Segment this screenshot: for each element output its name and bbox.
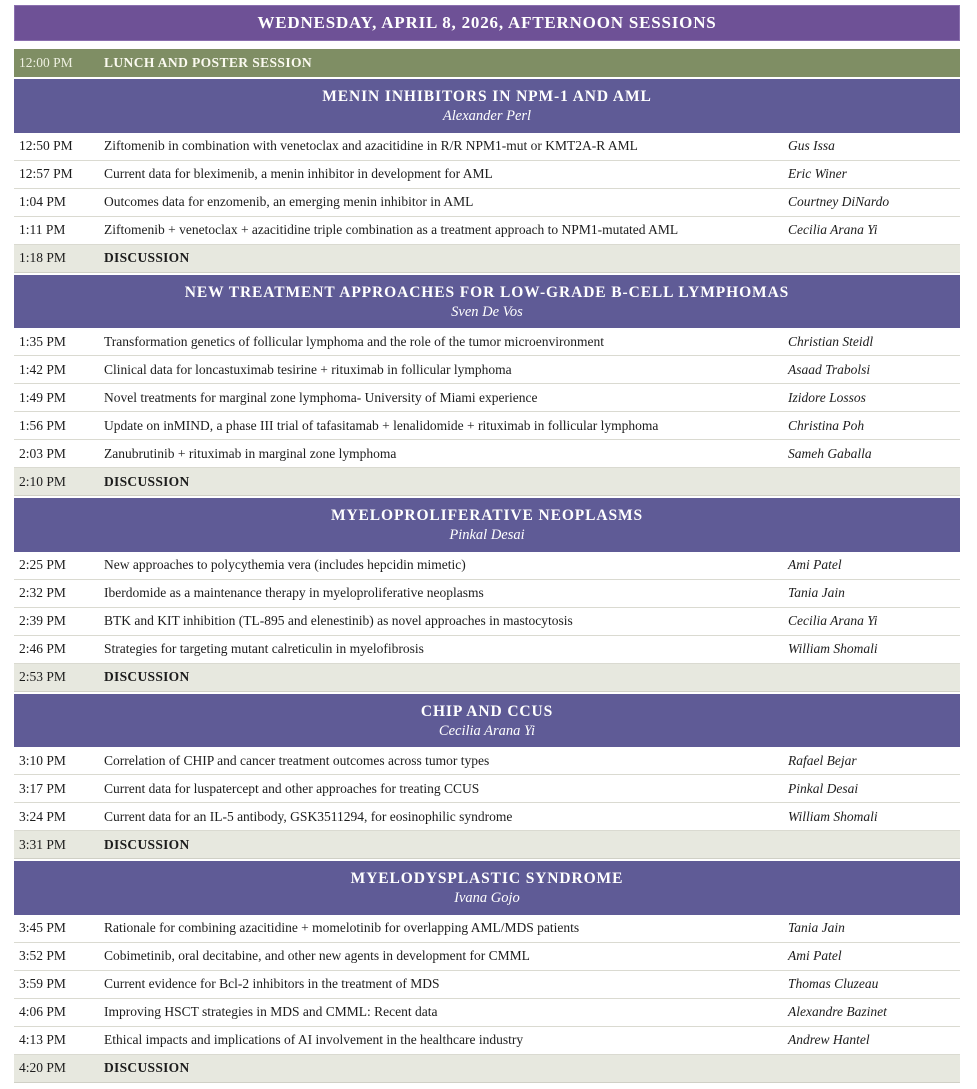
session-block <box>14 79 960 273</box>
talk-time: 12:57 PM <box>19 166 73 181</box>
talk-title: Improving HSCT strategies in MDS and CMML: Recent data <box>104 1004 438 1019</box>
talk-row <box>14 356 960 384</box>
session-header <box>14 694 960 748</box>
talk-speaker: Asaad Trabolsi <box>788 361 871 377</box>
talk-title: Current data for luspatercept and other approaches for treating CCUS <box>104 780 480 796</box>
talk-time: 1:11 PM <box>19 222 66 237</box>
session-talks <box>14 747 960 831</box>
talk-speaker: Ami Patel <box>788 557 842 572</box>
talk-row <box>14 803 960 831</box>
talk-title: BTK and KIT inhibition (TL-895 and elenestinib) as novel approaches in mastocytosis <box>104 613 573 628</box>
talk-title: Current data for an IL-5 antibody, GSK3511294, for eosinophilic syndrome <box>104 808 513 824</box>
talk-time: 3:52 PM <box>19 948 66 963</box>
talk-speaker: Christian Steidl <box>788 333 874 349</box>
talk-title: Current data for bleximenib, a menin inhibitor in development for AML <box>104 166 493 181</box>
talk-title: Ziftomenib in combination with venetoclax and azacitidine in R/R NPM1-mut or KMT2A-R AML <box>104 138 638 153</box>
talk-time: 1:56 PM <box>19 417 66 433</box>
talk-speaker: William Shomali <box>788 808 878 824</box>
session-title: CHIP AND CCUS <box>420 702 554 720</box>
session-header <box>14 79 960 133</box>
talk-speaker: Sameh Gaballa <box>788 445 872 461</box>
discussion-row <box>14 1055 960 1083</box>
session-chair: Ivana Gojo <box>454 890 520 907</box>
discussion-time: 3:31 PM <box>19 836 66 852</box>
talk-speaker: William Shomali <box>788 641 878 656</box>
talk-time: 12:50 PM <box>19 138 73 153</box>
day-title-banner <box>14 5 960 41</box>
talk-title: Clinical data for loncastuximab tesirine + rituximab in follicular lymphoma <box>104 361 512 377</box>
session-talks <box>14 133 960 245</box>
talk-title: Ziftomenib + venetoclax + azacitidine triple combination as a treatment approach to NPM1-mutated AML <box>104 222 679 237</box>
discussion-row <box>14 468 960 496</box>
talk-row <box>14 943 960 971</box>
discussion-row <box>14 831 960 859</box>
talk-speaker: Christina Poh <box>788 417 865 433</box>
sessions-list <box>14 79 960 1083</box>
talk-title: Transformation genetics of follicular lymphoma and the role of the tumor microenvironment <box>104 333 605 349</box>
talk-time: 4:06 PM <box>19 1004 66 1019</box>
discussion-time: 4:20 PM <box>19 1060 66 1075</box>
talk-title: New approaches to polycythemia vera (includes hepcidin mimetic) <box>104 557 466 572</box>
talk-row <box>14 412 960 440</box>
discussion-label: DISCUSSION <box>104 1060 190 1075</box>
talk-speaker: Thomas Cluzeau <box>788 976 879 991</box>
talk-time: 2:03 PM <box>19 445 66 461</box>
talk-row <box>14 971 960 999</box>
talk-speaker: Andrew Hantel <box>788 1032 870 1047</box>
session-talks <box>14 552 960 664</box>
session-header <box>14 498 960 552</box>
session-chair: Sven De Vos <box>451 303 523 320</box>
talk-speaker: Tania Jain <box>788 585 845 600</box>
talk-time: 3:24 PM <box>19 808 66 824</box>
discussion-time: 2:10 PM <box>19 473 66 489</box>
day-title: WEDNESDAY, APRIL 8, 2026, AFTERNOON SESSIONS <box>257 13 717 32</box>
talk-title: Outcomes data for enzomenib, an emerging menin inhibitor in AML <box>104 194 474 209</box>
session-title: MYELODYSPLASTIC SYNDROME <box>350 870 624 887</box>
talk-time: 1:04 PM <box>19 194 66 209</box>
discussion-row <box>14 664 960 692</box>
discussion-time: 2:53 PM <box>19 669 66 684</box>
session-header <box>14 861 960 915</box>
talk-row <box>14 384 960 412</box>
talk-speaker: Rafael Bejar <box>788 752 857 768</box>
lunch-label: LUNCH AND POSTER SESSION <box>104 55 313 70</box>
talk-speaker: Eric Winer <box>788 166 847 181</box>
talk-title: Correlation of CHIP and cancer treatment outcomes across tumor types <box>104 752 490 768</box>
talk-time: 4:13 PM <box>19 1032 66 1047</box>
talk-time: 2:46 PM <box>19 641 66 656</box>
talk-title: Cobimetinib, oral decitabine, and other new agents in development for CMML <box>104 948 530 963</box>
discussion-row <box>14 245 960 273</box>
talk-speaker: Tania Jain <box>788 920 845 935</box>
talk-speaker: Alexandre Bazinet <box>788 1004 887 1019</box>
talk-time: 2:25 PM <box>19 557 66 572</box>
talk-speaker: Cecilia Arana Yi <box>788 222 878 237</box>
session-talks <box>14 328 960 468</box>
session-talks <box>14 915 960 1055</box>
talk-time: 3:45 PM <box>19 920 66 935</box>
session-title: MENIN INHIBITORS IN NPM-1 AND AML <box>322 88 652 105</box>
talk-title: Zanubrutinib + rituximab in marginal zone lymphoma <box>104 445 397 461</box>
talk-row <box>14 161 960 189</box>
talk-row <box>14 133 960 161</box>
session-block <box>14 861 960 1083</box>
talk-time: 2:32 PM <box>19 585 66 600</box>
talk-speaker: Pinkal Desai <box>788 780 859 796</box>
talk-speaker: Courtney DiNardo <box>788 194 890 209</box>
talk-title: Iberdomide as a maintenance therapy in myeloproliferative neoplasms <box>104 585 484 600</box>
talk-title: Novel treatments for marginal zone lymphoma- University of Miami experience <box>104 389 538 405</box>
session-header <box>14 275 960 329</box>
session-block <box>14 498 960 692</box>
talk-row <box>14 328 960 356</box>
talk-time: 3:17 PM <box>19 780 66 796</box>
talk-time: 1:35 PM <box>19 333 66 349</box>
talk-row <box>14 747 960 775</box>
talk-title: Update on inMIND, a phase III trial of tafasitamab + lenalidomide + rituximab in follicular lymphoma <box>104 417 659 433</box>
talk-row <box>14 217 960 245</box>
talk-row <box>14 636 960 664</box>
lunch-time: 12:00 PM <box>19 55 73 70</box>
discussion-label: DISCUSSION <box>104 250 190 265</box>
talk-row <box>14 775 960 803</box>
session-title: MYELOPROLIFERATIVE NEOPLASMS <box>330 507 644 524</box>
lunch-row <box>14 49 960 77</box>
talk-row <box>14 189 960 217</box>
discussion-label: DISCUSSION <box>104 669 190 684</box>
talk-speaker: Izidore Lossos <box>788 389 866 405</box>
talk-speaker: Gus Issa <box>788 138 835 153</box>
talk-time: 2:39 PM <box>19 613 66 628</box>
talk-time: 3:10 PM <box>19 752 66 768</box>
talk-row <box>14 608 960 636</box>
talk-row <box>14 552 960 580</box>
talk-title: Current evidence for Bcl-2 inhibitors in the treatment of MDS <box>104 976 440 991</box>
talk-time: 1:49 PM <box>19 389 66 405</box>
talk-row <box>14 1027 960 1055</box>
session-block <box>14 694 960 860</box>
session-title: NEW TREATMENT APPROACHES FOR LOW-GRADE B-CELL LYMPHOMAS <box>184 283 790 301</box>
session-chair: Alexander Perl <box>442 108 532 125</box>
talk-title: Strategies for targeting mutant calreticulin in myelofibrosis <box>104 641 424 656</box>
talk-speaker: Ami Patel <box>788 948 842 963</box>
session-chair: Cecilia Arana Yi <box>438 722 536 739</box>
discussion-label: DISCUSSION <box>104 836 190 852</box>
talk-row <box>14 580 960 608</box>
talk-row <box>14 440 960 468</box>
talk-row <box>14 999 960 1027</box>
session-block <box>14 275 960 497</box>
talk-row <box>14 915 960 943</box>
talk-time: 1:42 PM <box>19 361 66 377</box>
discussion-label: DISCUSSION <box>104 473 190 489</box>
talk-time: 3:59 PM <box>19 976 66 991</box>
talk-title: Rationale for combining azacitidine + momelotinib for overlapping AML/MDS patients <box>104 920 580 935</box>
discussion-time: 1:18 PM <box>19 250 66 265</box>
talk-speaker: Cecilia Arana Yi <box>788 613 878 628</box>
session-chair: Pinkal Desai <box>449 527 525 544</box>
talk-title: Ethical impacts and implications of AI involvement in the healthcare industry <box>104 1032 524 1047</box>
